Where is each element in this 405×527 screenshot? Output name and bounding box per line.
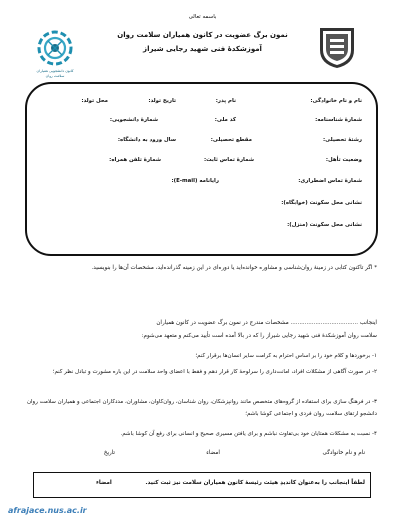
degree-field[interactable]: مقطع تحصیلی: <box>210 137 252 143</box>
bismillah: باسمه تعالی <box>188 14 217 20</box>
board-candidate-text: لطفاً اینجانب را به‌عنوان کاندیدِ هیئت رئیسۀ کانون همیاران سلامت نیز ثبت کنید. <box>145 480 365 486</box>
signature-sign-label: امضاء <box>206 450 220 456</box>
birth-place-field[interactable]: محل تولد: <box>81 98 108 104</box>
home-address-field[interactable]: نشانی محل سکونت (منزل): <box>287 222 362 228</box>
national-code-field[interactable]: کد ملی: <box>214 117 236 123</box>
commitment-item: ۳- در فرهنگ سازی برای استفاده از گروه‌های متخصص مانند روانپزشکان، روان شناسان، روان‌کاوان، مشاوران، مددکاران اجتماعی و همیاران سلامت روان دانشجو ارتقای سلامت روان فردی و اجتماعی کوشا باشم؛ <box>26 399 377 417</box>
dorm-address-field[interactable]: نشانی محل سکونت (خوابگاه): <box>281 200 362 206</box>
commitment-intro: اینجانب ...................................... مشخصات مندرج در نمون برگ عضویت در کانون همیاران <box>156 320 377 326</box>
books-question: * اگر تاکنون کتابی در زمینۀ روان‌شناسی و مشاوره خوانده‌اید یا دوره‌ای در این زمینه گذرانده‌اید، مشخصات آن‌ها را بنویسید. <box>91 265 377 271</box>
id-number-field[interactable]: شمارۀ شناسنامه: <box>315 117 362 123</box>
logo-caption: کانون دانشجویی همیاران <box>36 69 74 73</box>
mental-health-club-logo-icon <box>32 28 78 70</box>
institution-title: آموزشکدۀ فنی شهید رجایی شیراز <box>143 45 262 53</box>
logo-caption: سلامت روان <box>45 74 65 78</box>
commitment-item: ۴- نسبت به مشکلات همتایان خود بی‌تفاوت نباشم و برای یافتن مسیری صحیح و انسانی برای رفع آن کوشا باشم. <box>120 431 377 437</box>
father-name-field[interactable]: نام پدر: <box>215 98 236 104</box>
commitment-item: ۲- در صورت آگاهی از مشکلات افراد، امانت‌داری را سرلوحۀ کار قرار دهم و فقط با اعضای واحد سلامت در این باره مشورت و تبادل نظر کنم؛ <box>52 369 377 375</box>
name-field[interactable]: نام و نام خانوادگی: <box>310 98 362 104</box>
commitment-item: ۱- برخوردها و کلام خود را بر اساس احترام به کرامت سایر انسان‌ها برقرار کنم؛ <box>195 353 377 359</box>
college-shield-logo-icon <box>314 24 360 70</box>
signature-name-label: نام و نام خانوادگی <box>322 450 365 456</box>
site-watermark: afrajace.nus.ac.ir <box>8 506 87 515</box>
board-candidate-sign: امضاء <box>96 480 112 486</box>
student-number-field[interactable]: شمارۀ دانشجویی: <box>109 117 158 123</box>
personal-info-frame <box>25 82 378 256</box>
marital-status-field[interactable]: وضعیت تأهل: <box>325 157 362 163</box>
commitment-intro: سلامت روان آموزشکدۀ فنی شهید رجایی شیراز را که در بالا آمده است تأیید می‌کنم و متعهد می‌شوم: <box>141 333 377 339</box>
birth-date-field[interactable]: تاریخ تولد: <box>148 98 176 104</box>
mobile-field[interactable]: شمارۀ تلفن همراه: <box>109 157 161 163</box>
email-field[interactable]: رایانامه (E-mail): <box>171 178 219 184</box>
major-field[interactable]: رشتۀ تحصیلی: <box>323 137 362 143</box>
emergency-phone-field[interactable]: شمارۀ تماس اضطراری: <box>298 178 362 184</box>
signature-date-label: تاریخ <box>103 450 115 456</box>
entry-year-field[interactable]: سال ورود به دانشگاه: <box>117 137 176 143</box>
form-title: نمون برگ عضویت در کانون همیاران سلامت روان <box>117 31 288 39</box>
landline-field[interactable]: شمارۀ تماس ثابت: <box>203 157 254 163</box>
